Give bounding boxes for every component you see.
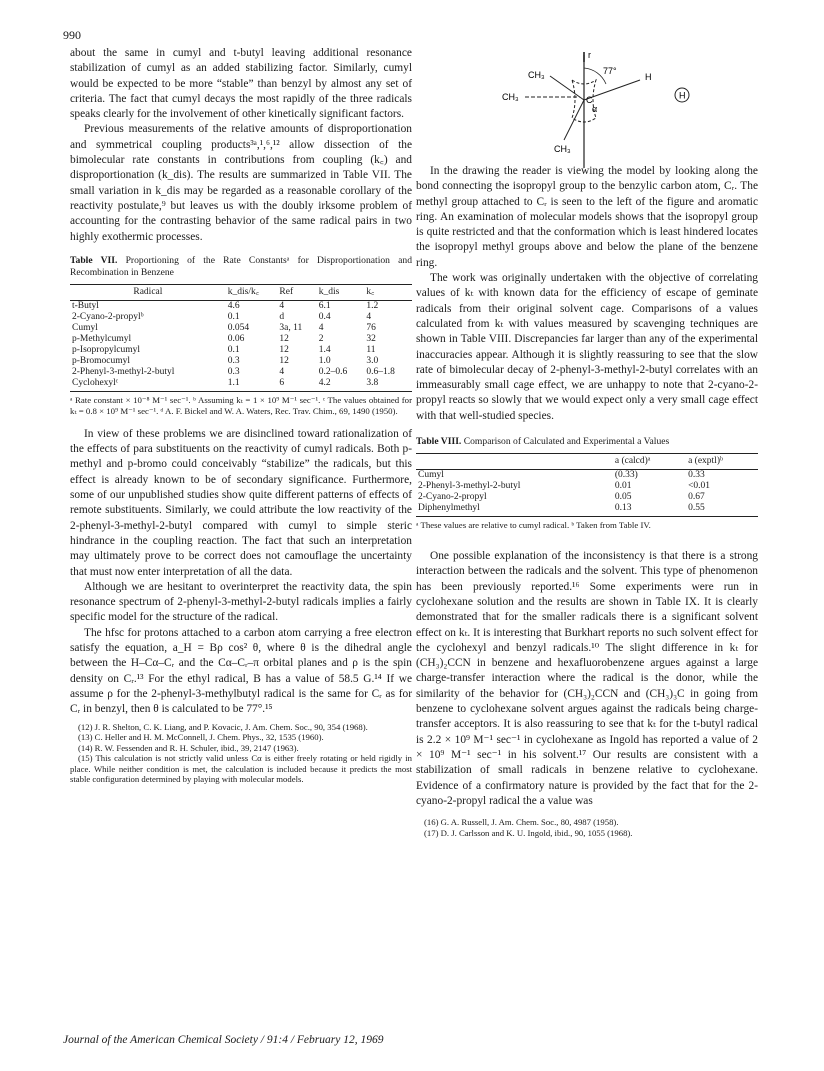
table8 bbox=[416, 453, 758, 517]
table7-header: Radical bbox=[70, 284, 226, 300]
table7-row bbox=[70, 378, 412, 392]
left-paragraph-4: Although we are hesitant to overinterpret the reactivity data, the spin resonance spectrum of 2-phenyl-3-methyl-2-butyl radicals implies a fairly specific model for the structure of the radical. bbox=[70, 580, 412, 624]
left-paragraph-5: The hfsc for protons attached to a carbon atom carrying a free electron satisfy the equation, a_H = Bρ cos² θ, where θ is the dihedral angle between the H–Cα–Cᵣ and the Cα–Cᵣ–π orbital planes and ρ is the spin density on Cᵣ.¹³ For the ethyl radical, B has a value of 58.5 G.¹⁴ If we assume ρ for the 2-phenyl-3-methylbutyl radical is the same for Cᵣ as for Cᵣ in benzyl, then θ is calculated to be 77°.¹⁵ bbox=[70, 626, 412, 716]
table8-row bbox=[416, 503, 758, 517]
table7-cell: 3.0 bbox=[366, 355, 379, 366]
table8-cell: 0.33 bbox=[688, 470, 705, 481]
table8-header: a (exptl)ᵇ bbox=[686, 454, 758, 470]
table7-row bbox=[70, 356, 412, 367]
table7 bbox=[70, 284, 412, 392]
table8-body bbox=[416, 470, 758, 517]
table8-cell: Cumyl bbox=[418, 470, 444, 481]
table7-caption-label: Table VII. bbox=[70, 254, 118, 266]
table8-header bbox=[416, 454, 613, 470]
table8-cell: 0.55 bbox=[686, 503, 758, 517]
table7-cell: 76 bbox=[366, 322, 376, 333]
left-references bbox=[70, 722, 412, 786]
table7-cell: 0.6–1.8 bbox=[366, 366, 395, 377]
table7-cell: Cyclohexylᶜ bbox=[70, 378, 226, 392]
reference: (12) J. R. Shelton, C. K. Liang, and P. Kovacic, J. Am. Chem. Soc., 90, 354 (1968). bbox=[78, 721, 368, 732]
table8-row bbox=[416, 492, 758, 503]
table7-header: k_dis/k꜀ bbox=[226, 284, 278, 300]
table7-caption-text: Proportioning of the Rate Constantsᵃ for Disproportionation and Recombination in Benzene bbox=[70, 254, 412, 278]
table8-cell: 0.05 bbox=[614, 492, 632, 503]
table7-cell: 6.1 bbox=[318, 300, 331, 311]
table7-cell: 4.6 bbox=[227, 300, 240, 311]
table7-cell: 0.2–0.6 bbox=[318, 366, 348, 377]
table7-cell: 32 bbox=[366, 333, 376, 344]
table8-cell: 2-Cyano-2-propyl bbox=[418, 492, 487, 503]
right-paragraph-3: One possible explanation of the inconsistency is that there is a strong interaction between the radicals and the solvent. This type of phenomenon has been previously reported.¹⁶ Some experiments were run in cyclohexane solution and the results are shown in Table IX. It is clearly demonstrated that for the smaller radicals there is a significant solvent effect on kₜ. It is interesting that Burkhart reports no such solvent effect for the cyclohexyl and benzyl radicals.¹⁰ The slight difference in kₜ for (CH₃)₂CCN in benzene and hexafluorobenzene argues against a large charge-transfer interaction where the radical is the donor, while the similarity of the behavior for (CH₃)₂CCN and (CH₃)₃C in going from benzene to cyclohexane solvent argues against the radicals being charge-transfer acceptors. It is also reassuring to see that kₜ for the t-butyl radical is 2.2 × 10⁹ M⁻¹ sec⁻¹ in cyclohexane as Ingold has reported a value of 2 × 10⁹ M⁻¹ sec⁻¹ in his solvent.¹⁷ Our results are consistent with a stabilization of small radicals in benzene relative to cyclohexane. Evidence of a confirmatory nature is provided by the fact that for the 2-cyano-2-propyl radical the a value was bbox=[416, 550, 758, 807]
table8-note: ᵃ These values are relative to cumyl radical. ᵇ Taken from Table IV. bbox=[416, 520, 651, 531]
table7-row bbox=[70, 345, 412, 356]
table7-cell: 1.2 bbox=[366, 300, 379, 311]
table7-cell: d bbox=[279, 311, 285, 322]
journal-footer: Journal of the American Chemical Society / 91:4 / February 12, 1969 bbox=[63, 1034, 384, 1046]
table7-cell: 12 bbox=[279, 333, 289, 344]
table7-cell: 3.8 bbox=[364, 378, 412, 392]
table7-cell: 0.4 bbox=[318, 311, 331, 322]
table8-cell: 0.01 bbox=[614, 481, 632, 492]
table7-cell: p-Isopropylcumyl bbox=[72, 344, 141, 355]
table8-caption-text: Comparison of Calculated and Experimental a Values bbox=[463, 436, 670, 448]
reference: (16) G. A. Russell, J. Am. Chem. Soc., 80, 4987 (1958). bbox=[424, 817, 619, 828]
table8-cell: 0.67 bbox=[688, 492, 705, 503]
table7-cell: Cumyl bbox=[72, 322, 98, 333]
reference: (13) C. Heller and H. M. McConnell, J. Chem. Phys., 32, 1535 (1960). bbox=[78, 732, 324, 743]
table7-cell: 0.3 bbox=[227, 366, 240, 377]
table7-cell: 0.1 bbox=[227, 311, 240, 322]
table8-caption bbox=[416, 436, 758, 448]
left-paragraph-1: about the same in cumyl and t-butyl leaving additional resonance stabilization of cumyl as an added stabilizing factor. Similarly, cumyl would be expected to be more “stable” than benzyl by almost any set of criteria. The fact that cumyl decays the most rapidly of the three radicals speaks clearly for the involvement of other kinetically significant factors. bbox=[70, 47, 412, 121]
table8-cell: Diphenylmethyl bbox=[416, 503, 613, 517]
table7-cell: 11 bbox=[366, 344, 376, 355]
table7-cell: 12 bbox=[279, 344, 289, 355]
table7-cell: p-Bromocumyl bbox=[72, 355, 131, 366]
bond-ch3-top bbox=[550, 76, 584, 100]
right-paragraph-1: In the drawing the reader is viewing the model by looking along the bond connecting the isopropyl group to the benzylic carbon atom, Cᵣ. The methyl group attached to Cᵣ is seen to the left of the figure and aromatic ring. An examination of molecular models shows that the isopropyl group is quite restricted and that the conformation which is least hindered locates the isopropyl methyl groups above and below the plane of the benzene ring. bbox=[416, 165, 758, 269]
table8-row bbox=[416, 481, 758, 492]
label-c: C bbox=[586, 95, 593, 105]
table7-cell: 0.1 bbox=[227, 344, 240, 355]
table7-cell: 0.06 bbox=[227, 333, 245, 344]
table7-cell: 6 bbox=[277, 378, 316, 392]
table7-cell: 4 bbox=[366, 311, 372, 322]
table7-cell: 0.054 bbox=[227, 322, 250, 333]
table7-cell: 0.3 bbox=[227, 355, 240, 366]
table7-cell: 2 bbox=[318, 333, 324, 344]
table7-cell: p-Methylcumyl bbox=[72, 333, 132, 344]
table8-cell: <0.01 bbox=[688, 481, 711, 492]
label-ch3-left: CH₃ bbox=[502, 92, 519, 102]
table7-row bbox=[70, 323, 412, 334]
table7-header: k꜀ bbox=[364, 284, 412, 300]
table7-cell: 1.4 bbox=[318, 344, 331, 355]
label-h: H bbox=[645, 72, 652, 82]
label-r: r bbox=[588, 50, 591, 60]
label-circled-h: H bbox=[679, 90, 686, 101]
page-number: 990 bbox=[63, 28, 81, 42]
table7-row bbox=[70, 300, 412, 312]
table8-cell: 2-Phenyl-3-methyl-2-butyl bbox=[418, 481, 521, 492]
left-paragraph-3: In view of these problems we are disinclined toward rationalization of the effects of para substituents on the reactivity of cumyl radicals. Both p-methyl and p-bromo could conceivably “stabilize” the radicals, but this effect is already known to be of secondary significance. Furthermore, some of our unpublished studies show quite different patterns of effects of remote substituents. Similarly, we could attribute the low reactivity of the 2-phenyl-3-methyl-2-butyl compared with cumyl to simple steric hindrance in the coupling reaction. The fact that such an interpretation may ultimately prove to be correct does not camouflage the uncertainty that must now enter interpretation of all the data. bbox=[70, 427, 412, 578]
reference: (17) D. J. Carlsson and K. U. Ingold, ibid., 90, 1055 (1968). bbox=[424, 827, 633, 838]
table7-row bbox=[70, 312, 412, 323]
table7-cell: 4 bbox=[318, 322, 324, 333]
table7-cell: 1.0 bbox=[318, 355, 331, 366]
table7-cell: 4.2 bbox=[317, 378, 365, 392]
label-alpha: α bbox=[592, 104, 598, 114]
table7-header: Ref bbox=[277, 284, 316, 300]
conformation-diagram bbox=[500, 40, 710, 170]
table7-row bbox=[70, 367, 412, 378]
table7-cell: 12 bbox=[279, 355, 289, 366]
table7-body bbox=[70, 300, 412, 391]
bond-ch3-bottom bbox=[564, 100, 584, 140]
reference: (14) R. W. Fessenden and R. H. Schuler, ibid., 39, 2147 (1963). bbox=[78, 742, 299, 753]
right-paragraph-2: The work was originally undertaken with the objective of correlating values of kₜ with known data for the efficiency of escape of geminate radicals from their original solvent cage. Comparisons of a values calculated from kₜ with values measured by scavenging techniques are shown in Table VIII. Discrepancies far larger than any of the experimental inaccuracies appear. Although it is slightly reassuring to see that the slow rate of bimolecular decay of 2-phenyl-3-methyl-2-butyl correlates with an immeasurably small cage effect, we are unhappy to note that 2-cyano-2-propyl reacts so slowly that we would expect only a very small cage effect with that well-studied species. bbox=[416, 272, 758, 422]
label-ch3-bottom: CH₃ bbox=[554, 144, 571, 154]
table8-caption-label: Table VIII. bbox=[416, 436, 462, 448]
left-paragraph-2: Previous measurements of the relative amounts of disproportionation and symmetrical coupling products³ᵃ,¹,⁶,¹² allow dissection of the bimolecular rate constants in contributions from coupling (k꜀) and disproportionation (k_dis). The results are summarized in Table VII. The small variation in k_dis may be regarded as a reasonable corollary of the reactivity postulate,⁹ but leaves us with the doubly irksome problem of accounting for the contrasting behavior of the same radical pairs in two highly exothermic processes. bbox=[70, 123, 412, 243]
table8-cell: 0.13 bbox=[613, 503, 686, 517]
left-column bbox=[70, 46, 412, 785]
label-ch3-top: CH₃ bbox=[528, 70, 545, 80]
table7-row bbox=[70, 334, 412, 345]
table7-cell: 3a, 11 bbox=[279, 322, 303, 333]
right-references bbox=[416, 817, 758, 838]
reference: (15) This calculation is not strictly valid unless Cα is either freely rotating or held rigidly in place. While neither condition is met, the calculation is included because it predicts the most stable configuration determined by playing with molecular models. bbox=[70, 753, 412, 785]
table7-cell: 4 bbox=[279, 300, 285, 311]
table7-cell: 1.1 bbox=[226, 378, 278, 392]
table8-header: a (calcd)ᵃ bbox=[613, 454, 686, 470]
table7-cell: 4 bbox=[279, 366, 285, 377]
table8-row bbox=[416, 470, 758, 482]
right-column bbox=[416, 164, 758, 838]
table7-note: ᵃ Rate constant × 10⁻⁸ M⁻¹ sec⁻¹. ᵇ Assuming kₜ = 1 × 10⁹ M⁻¹ sec⁻¹. ᶜ The values obtained for kₜ = 0.8 × 10⁹ M⁻¹ sec⁻¹. ᵈ A. F. Bickel and W. A. Waters, Rec. Trav. Chim., 69, 1490 (1950). bbox=[70, 394, 412, 416]
table7-cell: 2-Cyano-2-propylᵇ bbox=[72, 311, 144, 322]
table7-caption bbox=[70, 255, 412, 279]
table7-cell: 2-Phenyl-3-methyl-2-butyl bbox=[72, 366, 175, 377]
table8-cell: (0.33) bbox=[614, 470, 638, 481]
label-angle: 77° bbox=[603, 66, 617, 76]
table7-header: k_dis bbox=[317, 284, 365, 300]
table7-cell: t-Butyl bbox=[72, 300, 99, 311]
